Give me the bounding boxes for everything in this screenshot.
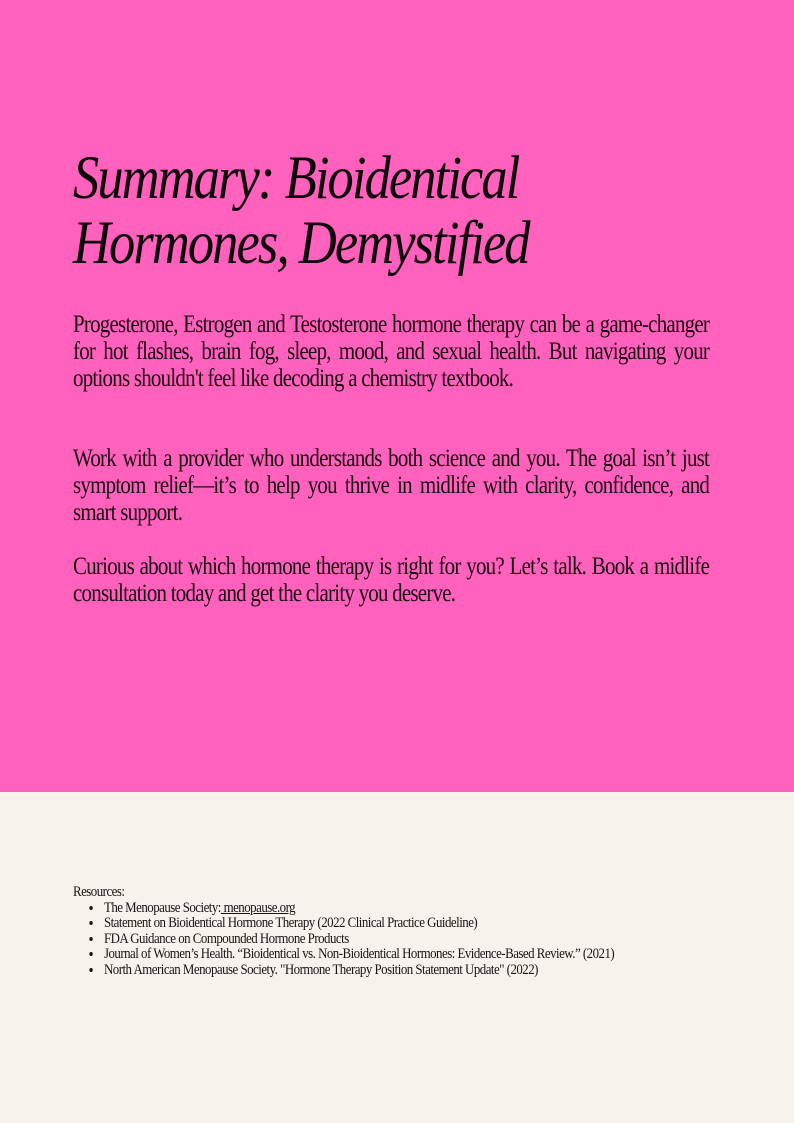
resource-item-text: The Menopause Society: xyxy=(103,899,221,916)
title-line-2: Hormones, Demystified xyxy=(73,210,529,277)
provider-paragraph-text: Work with a provider who understands both science and you. The goal isn’t just symptom relief—it’s to help you thrive in midlife with clarity, confidence, and smart support. xyxy=(73,445,710,526)
resource-item-menopause-society xyxy=(102,901,744,917)
resource-item-journal xyxy=(102,947,744,963)
resource-item-text: Journal of Women’s Health. “Bioidentical vs. Non-Bioidentical Hormones: Evidence-Based Review.” (2021) xyxy=(103,946,615,962)
resources-list xyxy=(73,901,744,979)
intro-paragraph xyxy=(73,311,709,392)
cta-paragraph-text: Curious about which hormone therapy is right for you? Let’s talk. Book a midlife consultation today and get the clarity you deserve. xyxy=(73,553,710,607)
resource-item-text: North American Menopause Society. "Hormone Therapy Position Statement Update" (2022) xyxy=(103,961,538,978)
resource-item-statement xyxy=(102,916,744,932)
resource-item-fda-guidance xyxy=(102,932,744,948)
menopause-org-link[interactable]: menopause.org xyxy=(220,899,296,916)
resource-item-nams xyxy=(102,963,744,979)
provider-paragraph xyxy=(73,445,709,526)
title-line-1: Summary: Bioidentical xyxy=(73,145,519,212)
resources-section xyxy=(73,885,773,978)
page-title xyxy=(73,146,641,276)
resource-item-text: FDA Guidance on Compounded Hormone Products xyxy=(103,930,349,947)
cta-paragraph xyxy=(73,553,709,607)
resource-item-text: Statement on Bioidentical Hormone Therapy (2022 Clinical Practice Guideline) xyxy=(103,915,478,931)
resources-heading: Resources: xyxy=(73,884,125,900)
intro-paragraph-text: Progesterone, Estrogen and Testosterone hormone therapy can be a game-changer for hot flashes, brain fog, sleep, mood, and sexual health. But navigating your options shouldn't feel like decoding a chemistry textbook. xyxy=(73,311,710,392)
